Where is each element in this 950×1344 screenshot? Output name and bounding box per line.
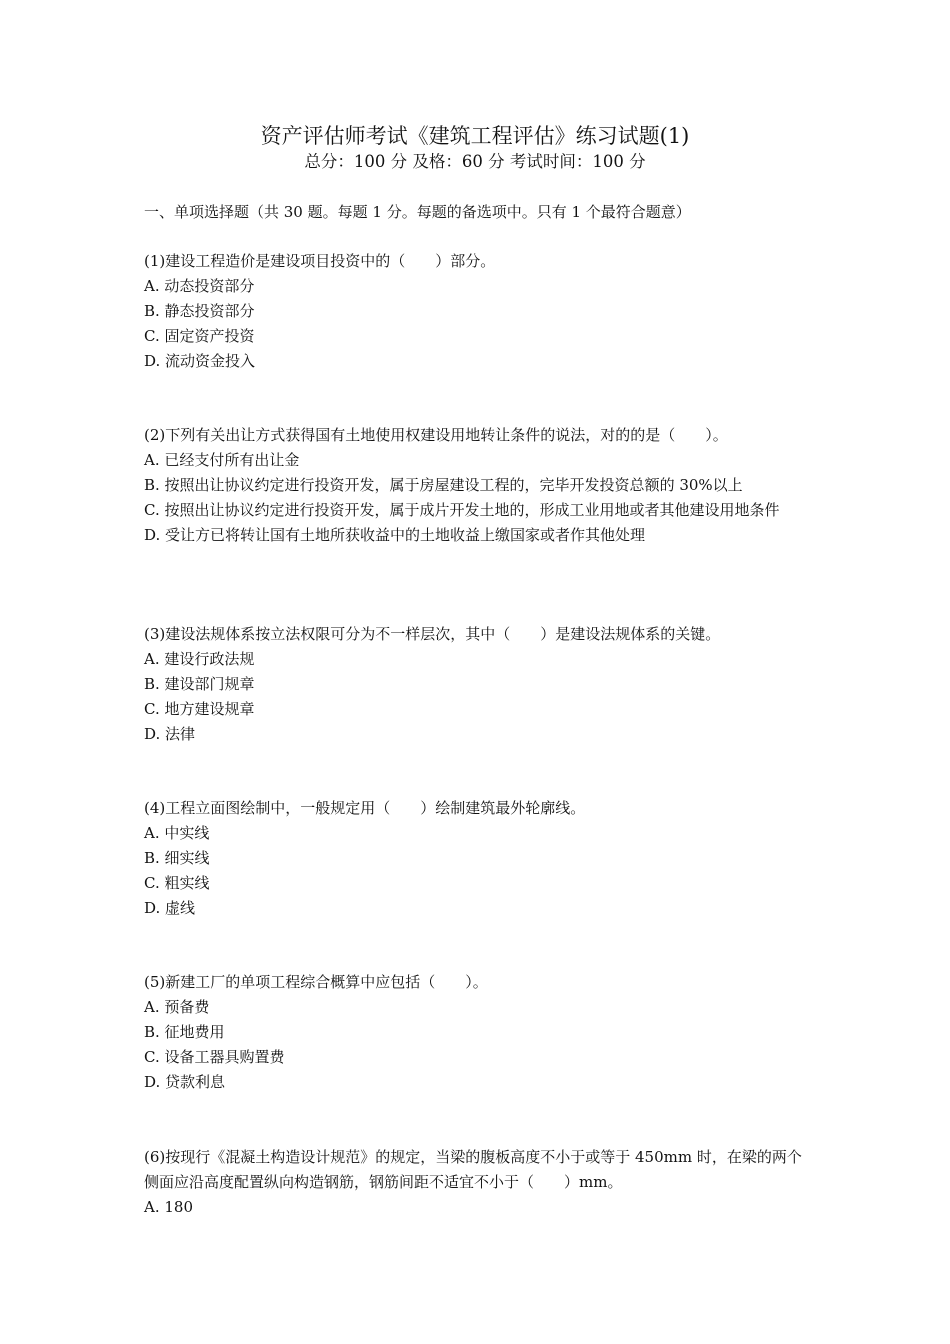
option-b[interactable]: B. 建设部门规章 bbox=[144, 675, 255, 693]
option-d[interactable]: D. 受让方已将转让国有土地所获收益中的土地收益上缴国家或者作其他处理 bbox=[144, 526, 646, 544]
question-stem: (5)新建工厂的单项工程综合概算中应包括（ ）。 bbox=[144, 973, 488, 991]
option-a[interactable]: A. 动态投资部分 bbox=[144, 277, 255, 295]
option-d[interactable]: D. 虚线 bbox=[144, 899, 196, 917]
option-a[interactable]: A. 180 bbox=[144, 1198, 193, 1216]
option-c[interactable]: C. 粗实线 bbox=[144, 874, 210, 892]
option-b[interactable]: B. 按照出让协议约定进行投资开发，属于房屋建设工程的，完毕开发投资总额的 30%以上 bbox=[144, 476, 743, 494]
question-5 bbox=[144, 970, 810, 1095]
option-b[interactable]: B. 细实线 bbox=[144, 849, 210, 867]
option-a[interactable]: A. 预备费 bbox=[144, 998, 210, 1016]
question-1 bbox=[144, 249, 810, 374]
question-stem: (2)下列有关出让方式获得国有土地使用权建设用地转让条件的说法，对的的是（ ）。 bbox=[144, 426, 728, 444]
section-heading: 一、单项选择题（共 30 题。每题 1 分。每题的备选项中。只有 1 个最符合题意） bbox=[144, 203, 691, 221]
question-4 bbox=[144, 796, 810, 921]
question-3 bbox=[144, 622, 810, 747]
option-d[interactable]: D. 法律 bbox=[144, 725, 196, 743]
question-stem: (6)按现行《混凝土构造设计规范》的规定，当梁的腹板高度不小于或等于 450mm 时，在梁的两个侧面应沿高度配置纵向构造钢筋，钢筋间距不适宜不小于（ ）mm。 bbox=[144, 1148, 802, 1191]
exam-info: 总分：100 分 及格：60 分 考试时间：100 分 bbox=[304, 152, 646, 171]
option-a[interactable]: A. 中实线 bbox=[144, 824, 210, 842]
question-stem: (1)建设工程造价是建设项目投资中的（ ）部分。 bbox=[144, 252, 496, 270]
option-c[interactable]: C. 按照出让协议约定进行投资开发，属于成片开发土地的，形成工业用地或者其他建设用地条件 bbox=[144, 501, 780, 519]
option-a[interactable]: A. 已经支付所有出让金 bbox=[144, 451, 300, 469]
option-b[interactable]: B. 征地费用 bbox=[144, 1023, 225, 1041]
option-b[interactable]: B. 静态投资部分 bbox=[144, 302, 255, 320]
document-title: 资产评估师考试《建筑工程评估》练习试题(1) bbox=[260, 124, 690, 148]
option-c[interactable]: C. 地方建设规章 bbox=[144, 700, 255, 718]
question-stem: (4)工程立面图绘制中，一般规定用（ ）绘制建筑最外轮廓线。 bbox=[144, 799, 586, 817]
option-d[interactable]: D. 流动资金投入 bbox=[144, 352, 256, 370]
option-c[interactable]: C. 设备工器具购置费 bbox=[144, 1048, 285, 1066]
question-2 bbox=[144, 423, 810, 548]
option-d[interactable]: D. 贷款利息 bbox=[144, 1073, 226, 1091]
question-6 bbox=[144, 1145, 810, 1220]
option-a[interactable]: A. 建设行政法规 bbox=[144, 650, 255, 668]
option-c[interactable]: C. 固定资产投资 bbox=[144, 327, 255, 345]
question-stem: (3)建设法规体系按立法权限可分为不一样层次，其中（ ）是建设法规体系的关键。 bbox=[144, 625, 721, 643]
